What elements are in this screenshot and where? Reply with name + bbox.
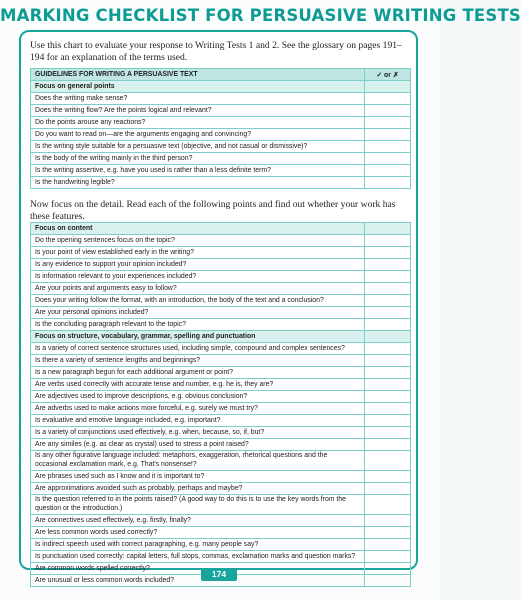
tick-or-cross-cell[interactable]: [365, 563, 411, 575]
tick-or-cross-cell[interactable]: [365, 391, 411, 403]
tick-or-cross-cell[interactable]: [365, 355, 411, 367]
section-content-label: Focus on content: [31, 223, 365, 235]
tick-or-cross-cell[interactable]: [365, 575, 411, 587]
section-structure-label: Focus on structure, vocabulary, grammar, spelling and punctuation: [31, 331, 365, 343]
detail-checklist-table: [30, 222, 411, 587]
tick-or-cross-cell[interactable]: [365, 527, 411, 539]
checklist-item-text: Is the question referred to in the points raised? (A good way to do this is to use the key words from the question or the introduction.): [31, 495, 365, 515]
checklist-row: [31, 527, 411, 539]
checklist-item-text: Is information relevant to your experiences included?: [31, 271, 365, 283]
tick-or-cross-cell[interactable]: [365, 319, 411, 331]
checklist-row: [31, 259, 411, 271]
checklist-row: [31, 355, 411, 367]
checklist-item-text: Are your points and arguments easy to follow?: [31, 283, 365, 295]
intro-paragraph-2: Now focus on the detail. Read each of the following points and find out whether your work has these features.: [30, 199, 396, 222]
checklist-row: [31, 451, 411, 471]
tick-or-cross-cell[interactable]: [365, 483, 411, 495]
tick-or-cross-cell[interactable]: [365, 551, 411, 563]
checklist-row: [31, 165, 411, 177]
checklist-item-text: Does the writing flow? Are the points logical and relevant?: [31, 105, 365, 117]
checklist-row: [31, 495, 411, 515]
checklist-row: [31, 391, 411, 403]
checklist-item-text: Are verbs used correctly with accurate tense and number, e.g. he is, they are?: [31, 379, 365, 391]
checklist-item-text: Does the writing make sense?: [31, 93, 365, 105]
checklist-item-text: Are adverbs used to make actions more forceful, e.g. surely we must try?: [31, 403, 365, 415]
section-check-cell: [365, 223, 411, 235]
tick-or-cross-cell[interactable]: [365, 105, 411, 117]
section-row: [31, 331, 411, 343]
tick-or-cross-cell[interactable]: [365, 307, 411, 319]
checklist-item-text: Is any evidence to support your opinion included?: [31, 259, 365, 271]
checklist-item-text: Does your writing follow the format, with an introduction, the body of the text and a conclusion?: [31, 295, 365, 307]
tick-or-cross-cell[interactable]: [365, 415, 411, 427]
checklist-row: [31, 427, 411, 439]
checklist-item-text: Are approximations avoided such as probably, perhaps and maybe?: [31, 483, 365, 495]
checklist-item-text: Are less common words used correctly?: [31, 527, 365, 539]
tick-or-cross-cell[interactable]: [365, 495, 411, 515]
checklist-row: [31, 117, 411, 129]
tick-or-cross-cell[interactable]: [365, 471, 411, 483]
checklist-row: [31, 367, 411, 379]
tick-or-cross-cell[interactable]: [365, 295, 411, 307]
tick-or-cross-cell[interactable]: [365, 153, 411, 165]
checklist-item-text: Is your point of view established early in the writing?: [31, 247, 365, 259]
checklist-row: [31, 415, 411, 427]
checklist-item-text: Is the writing assertive, e.g. have you used is rather than a less definite term?: [31, 165, 365, 177]
tick-or-cross-cell[interactable]: [365, 93, 411, 105]
checklist-item-text: Is the writing style suitable for a persuasive text (objective, and not casual or dismissive)?: [31, 141, 365, 153]
tick-or-cross-cell[interactable]: [365, 117, 411, 129]
tick-or-cross-cell[interactable]: [365, 451, 411, 471]
checklist-row: [31, 471, 411, 483]
checklist-item-text: Are adjectives used to improve descriptions, e.g. obvious conclusion?: [31, 391, 365, 403]
section-row: [31, 223, 411, 235]
checklist-row: [31, 247, 411, 259]
section-check-cell: [365, 81, 411, 93]
checklist-item-text: Are your personal opinions included?: [31, 307, 365, 319]
checklist-item-text: Are common words spelled correctly?: [31, 563, 365, 575]
tick-or-cross-cell[interactable]: [365, 259, 411, 271]
checklist-item-text: Do you want to read on—are the arguments engaging and convincing?: [31, 129, 365, 141]
checklist-row: [31, 403, 411, 415]
guidelines-header: GUIDELINES FOR WRITING A PERSUASIVE TEXT: [31, 69, 365, 81]
checklist-item-text: Do the points arouse any reactions?: [31, 117, 365, 129]
checklist-row: [31, 177, 411, 189]
page-number: 174: [201, 568, 237, 581]
tick-or-cross-cell[interactable]: [365, 427, 411, 439]
tick-or-cross-cell[interactable]: [365, 439, 411, 451]
checklist-item-text: Are any similes (e.g. as clear as crystal) used to stress a point raised?: [31, 439, 365, 451]
checklist-row: [31, 539, 411, 551]
general-checklist-table: [30, 68, 411, 189]
tick-or-cross-cell[interactable]: [365, 379, 411, 391]
checklist-row: [31, 129, 411, 141]
checklist-item-text: Are unusual or less common words included?: [31, 575, 365, 587]
page-title: MARKING CHECKLIST FOR PERSUASIVE WRITING TESTS: [0, 6, 521, 25]
checklist-item-text: Is evaluative and emotive language included, e.g. important?: [31, 415, 365, 427]
section-row: [31, 81, 411, 93]
checklist-row: [31, 439, 411, 451]
checklist-item-text: Is a variety of conjunctions used effectively, e.g. when, because, so, if, but?: [31, 427, 365, 439]
intro-paragraph-1: Use this chart to evaluate your response to Writing Tests 1 and 2. See the glossary on pages 191–194 for an explanation of the terms used.: [30, 40, 402, 63]
table-header-row: [31, 69, 411, 81]
checklist-item-text: Is the concluding paragraph relevant to the topic?: [31, 319, 365, 331]
checklist-row: [31, 515, 411, 527]
checklist-row: [31, 235, 411, 247]
section-check-cell: [365, 331, 411, 343]
checklist-item-text: Is a new paragraph begun for each additional argument or point?: [31, 367, 365, 379]
tick-or-cross-cell[interactable]: [365, 235, 411, 247]
checklist-item-text: Are connectives used effectively, e.g. firstly, finally?: [31, 515, 365, 527]
tick-or-cross-cell[interactable]: [365, 141, 411, 153]
tick-or-cross-cell[interactable]: [365, 343, 411, 355]
checklist-item-text: Do the opening sentences focus on the topic?: [31, 235, 365, 247]
checklist-item-text: Are phrases used such as I know and it is important to?: [31, 471, 365, 483]
section-general-label: Focus on general points: [31, 81, 365, 93]
tick-or-cross-cell[interactable]: [365, 539, 411, 551]
checklist-row: [31, 483, 411, 495]
checklist-row: [31, 141, 411, 153]
checklist-row: [31, 551, 411, 563]
checklist-item-text: Is any other figurative language included: metaphors, exaggeration, rhetorical questions and the occasional exclamation mark, e.g. That's nonsense!?: [31, 451, 365, 471]
checklist-row: [31, 343, 411, 355]
tick-or-cross-cell[interactable]: [365, 247, 411, 259]
checklist-row: [31, 307, 411, 319]
tick-or-cross-cell[interactable]: [365, 515, 411, 527]
tick-or-cross-cell[interactable]: [365, 403, 411, 415]
checklist-row: [31, 379, 411, 391]
checklist-item-text: Is the handwriting legible?: [31, 177, 365, 189]
checklist-item-text: Is punctuation used correctly: capital letters, full stops, commas, exclamation marks and question marks?: [31, 551, 365, 563]
checklist-row: [31, 283, 411, 295]
checklist-row: [31, 271, 411, 283]
checklist-item-text: Is indirect speech used with correct paragraphing, e.g. many people say?: [31, 539, 365, 551]
tick-or-cross-cell[interactable]: [365, 177, 411, 189]
checklist-row: [31, 153, 411, 165]
tick-or-cross-header: ✓ or ✗: [365, 69, 411, 81]
checklist-row: [31, 93, 411, 105]
checklist-item-text: Is the body of the writing mainly in the third person?: [31, 153, 365, 165]
tick-or-cross-cell[interactable]: [365, 165, 411, 177]
checklist-row: [31, 105, 411, 117]
tick-or-cross-cell[interactable]: [365, 367, 411, 379]
checklist-item-text: Is a variety of correct sentence structures used, including simple, compound and complex sentences?: [31, 343, 365, 355]
tick-or-cross-cell[interactable]: [365, 271, 411, 283]
checklist-row: [31, 319, 411, 331]
tick-or-cross-cell[interactable]: [365, 283, 411, 295]
checklist-item-text: Is there a variety of sentence lengths and beginnings?: [31, 355, 365, 367]
tick-or-cross-cell[interactable]: [365, 129, 411, 141]
checklist-row: [31, 295, 411, 307]
